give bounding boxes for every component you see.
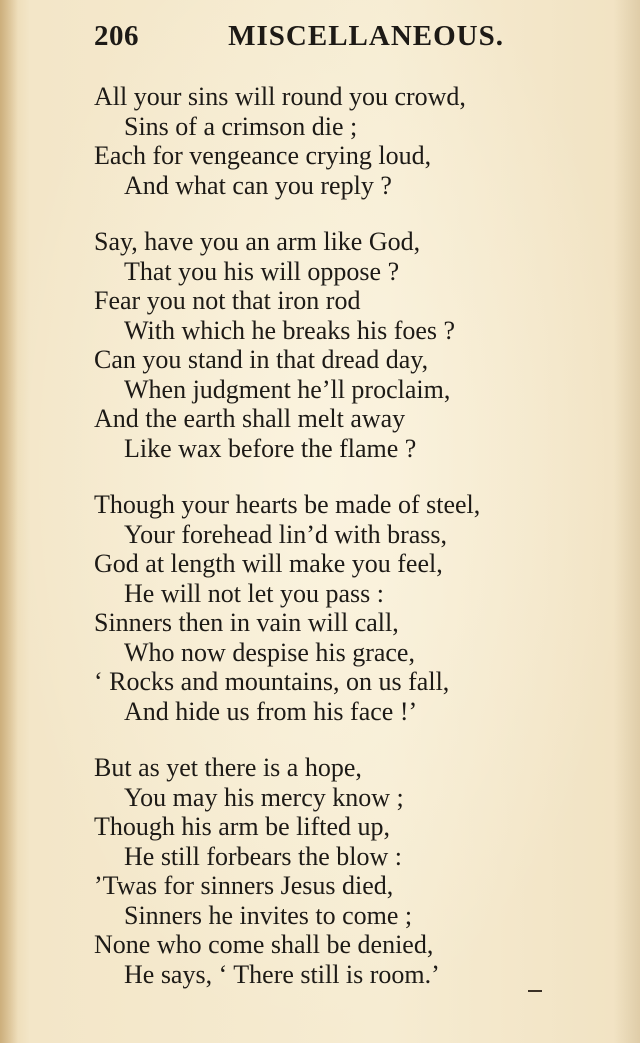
poem-line: Each for vengeance crying loud,	[94, 141, 432, 170]
poem-line: Who now despise his grace,	[124, 637, 415, 667]
poem-line: Can you stand in that dread day,	[94, 345, 429, 374]
poem-line: Though his arm be lifted up,	[94, 812, 391, 841]
poem-line: Sinners he invites to come ;	[124, 900, 413, 930]
stanza-2	[94, 227, 614, 463]
page-edge-shadow	[0, 0, 18, 1043]
stanza-4	[94, 753, 614, 989]
poem-line: Like wax before the flame ?	[124, 433, 417, 463]
page-right-bleed	[614, 0, 640, 1043]
running-head: MISCELLANEOUS.	[228, 20, 504, 52]
poem-line: All your sins will round you crowd,	[94, 82, 466, 111]
poem-line: That you his will oppose ?	[124, 256, 400, 286]
poem-line: You may his mercy know ;	[124, 782, 404, 812]
poem-line: And hide us from his face !’	[124, 696, 418, 726]
poem-line: Fear you not that iron rod	[94, 286, 361, 315]
page-number: 206	[94, 20, 139, 52]
poem-line: Your forehead lin’d with brass,	[124, 519, 448, 549]
poem-line: ‘ Rocks and mountains, on us fall,	[94, 667, 450, 696]
poem-line: But as yet there is a hope,	[94, 753, 362, 782]
poem-line: Say, have you an arm like God,	[94, 227, 421, 256]
poem-line: Sins of a crimson die ;	[124, 111, 358, 141]
stanza-3	[94, 490, 614, 726]
poem-line: Sinners then in vain will call,	[94, 608, 399, 637]
poem-line: He says, ‘ There still is room.’	[124, 959, 440, 989]
poem-line: He still forbears the blow :	[124, 841, 402, 871]
poem-line: He will not let you pass :	[124, 578, 384, 608]
poem-line: And the earth shall melt away	[94, 404, 406, 433]
poem-line: Though your hearts be made of steel,	[94, 490, 481, 519]
poem-line: With which he breaks his foes ?	[124, 315, 456, 345]
poem	[94, 82, 614, 1016]
poem-line: ’Twas for sinners Jesus died,	[94, 871, 394, 900]
stanza-1	[94, 82, 614, 200]
poem-line: When judgment he’ll proclaim,	[124, 374, 451, 404]
poem-line: God at length will make you feel,	[94, 549, 443, 578]
page-header	[94, 20, 504, 56]
printer-mark	[528, 990, 542, 992]
poem-line: None who come shall be denied,	[94, 930, 434, 959]
poem-line: And what can you reply ?	[124, 170, 392, 200]
